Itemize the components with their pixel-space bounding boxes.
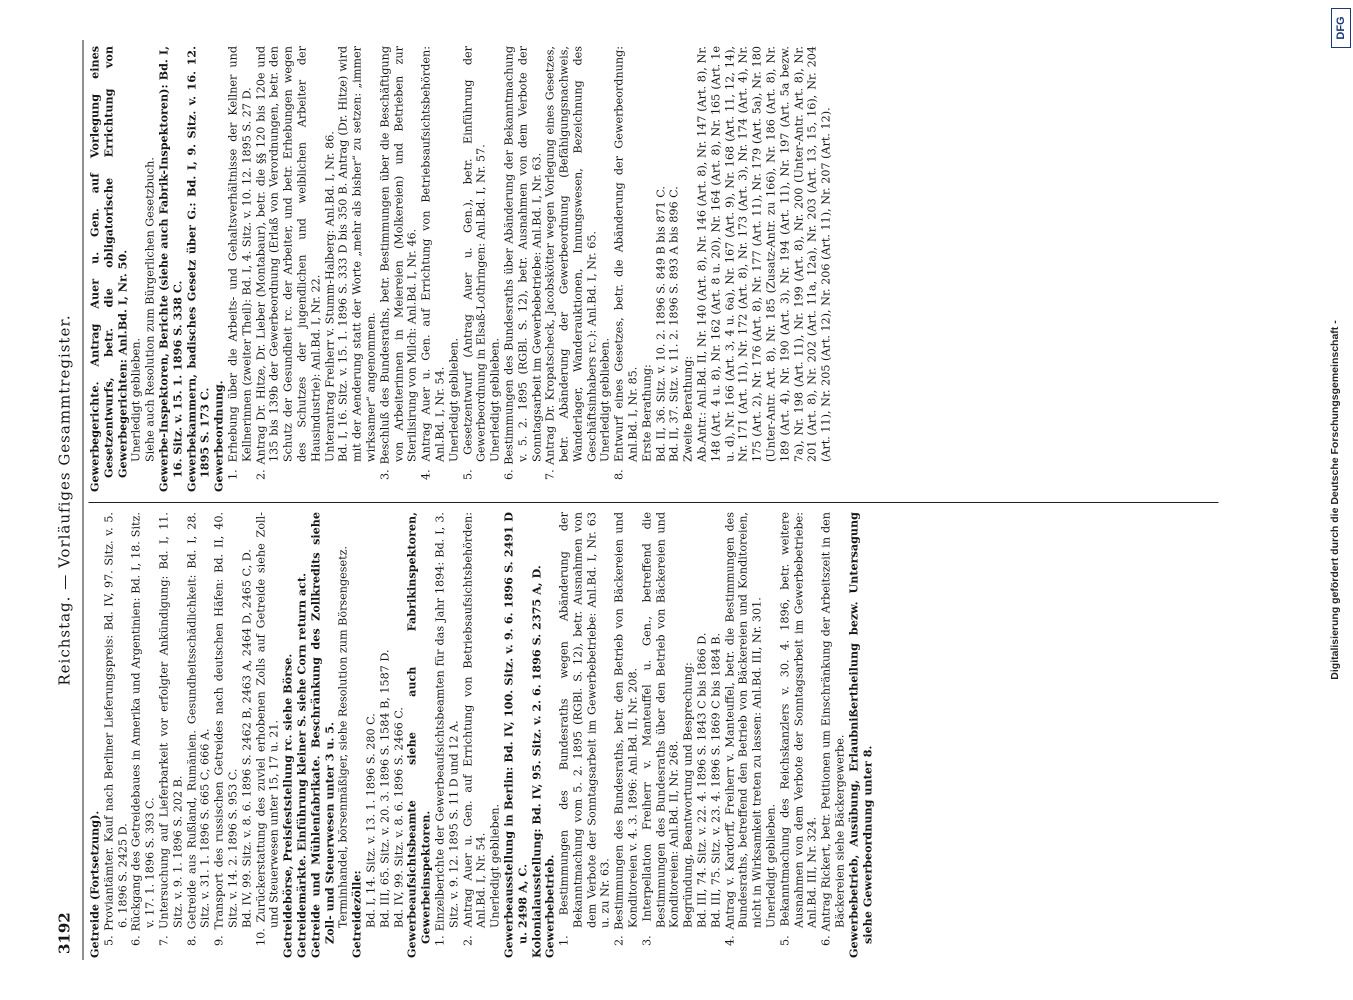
index-entry: 1. Bestimmungen des Bundesraths wegen Abänderung der Bekanntmachung vom 5. 2. 1895 (RGBl. S. 12), betr. Ausnahmen von dem Verbote der Sonntagsarbeit im Gewerbebetriebe: Anl.Bd. I, Nr. 63 u. zu Nr. 63. — [557, 512, 612, 946]
digitization-note-text: Digitalisierung gefördert durch die Deutsche Forschungsgemeinschaft - — [1329, 320, 1341, 680]
index-entry: 5. Gesetzentwurf (Antrag Auer u. Gen.), betr. Einführung der Gewerbeordnung in Elsaß-Lothringen: Anl.Bd. I, Nr. 57. — [461, 46, 488, 480]
index-entry: Unerledigt geblieben. — [598, 337, 612, 462]
page-header — [49, 40, 84, 960]
index-heading: Gewerbeordnung. — [211, 380, 226, 492]
index-heading: Gewerbebetrieb. — [542, 854, 557, 958]
running-title: Reichstag. — Vorläufiges Gesammtregister. — [55, 314, 74, 686]
index-entry: Bd. III, 75. Sitz. v. 23. 4. 1896 S. 1869 C bis 1884 B. — [709, 632, 723, 928]
index-entry: Zweite Berathung: — [681, 355, 695, 462]
index-entry: Terminhandel, börsenmäßiger, siehe Resolution zum Börsengesetz. — [336, 545, 350, 928]
index-entry: 9. Transport des russischen Getreides nach deutschen Häfen: Bd. II, 40. Sitz. v. 14. 2. 1896 S. 953 C. — [212, 512, 240, 946]
index-entry: 6. Rückgang des Getreidebaues in Amerika und Argentinien: Bd. I, 18. Sitz. v. 17. 1. 1896 S. 393 C. — [129, 512, 157, 946]
index-entry: 2. Antrag Dr. Hitze, Dr. Lieber (Montabaur), betr. die §§ 120 bis 120e und 135 bis 139b der Gewerbeordnung (Erlaß von Verordnungen, betr. den Schutz der Gesundheit rc. der Arbeiter, und betr. Erhebungen wegen des Schutzes der jugendlichen und weiblichen Arbeiter der Hausindustrie): Anl.Bd. I, Nr. 22. — [254, 46, 323, 480]
digitization-note — [1320, 8, 1350, 992]
index-entry: Unerledigt geblieben. — [129, 337, 143, 462]
index-entry: Bd. IV, 99. Sitz. v. 8. 6. 1896 S. 2466 C. — [392, 707, 406, 928]
index-entry: Bd. III, 65. Sitz. v. 20. 3. 1896 S. 1584 B, 1587 D. — [378, 649, 392, 928]
index-entry: Bd. II, 36. Sitz. v. 10. 2. 1896 S. 849 B bis 871 C. — [654, 186, 668, 462]
index-entry: Bd. I, 16. Sitz. v. 15. 1. 1896 S. 333 D bis 350 B. Antrag (Dr. Hitze) wird mit der Aenderung statt der Worte „mehr als bisher“ zu setzen: „immer wirksamer“ angenommen. — [336, 46, 378, 462]
index-heading: Getreidemärkte. Einführung kleiner S. siehe Corn return act. — [294, 572, 309, 958]
index-entry: Bd. I, 14. Sitz. v. 13. 1. 1896 S. 280 C. — [364, 713, 378, 928]
index-heading: Gewerbegerichte. Antrag Auer u. Gen. auf Vorlegung eines Gesetzentwurfs, betr. die obligatorische Errichtung von Gewerbegerichten: Anl.Bd. I, Nr. 50. — [87, 46, 130, 492]
index-entry: 6. Bestimmungen des Bundesraths über Abänderung der Bekanntmachung v. 5. 2. 1895 (RGBl. S. 12), betr. Ausnahmen von dem Verbote der Sonntagsarbeit im Gewerbebetriebe: Anl.Bd. I, Nr. 63. — [502, 46, 543, 480]
index-heading: Gewerbeaufsichtsbeamte siehe auch Fabrikinspektoren, Gewerbeinspektoren. — [404, 512, 433, 958]
index-heading: Getreide (Fortsetzung). — [87, 810, 102, 958]
index-heading: Kolonialausstellung: Bd. IV, 95. Sitz. v. 2. 6. 1896 S. 2375 A, D. — [529, 565, 543, 958]
index-entry: Siehe auch Resolution zum Bürgerlichen Gesetzbuch. — [143, 157, 157, 462]
index-entry: Ab.Antr.: Anl.Bd. II, Nr. 140 (Art. 8), Nr. 146 (Art. 8), Nr. 147 (Art. 8), Nr. 148 (Art. 4 u. 8), Nr. 162 (Art. 8 u. 20), Nr. 164 (Art. 8), Nr. 165 (Art. 1e u. d), Nr. 166 (Art. 3, 4 u. 6a), Nr. 167 (Art. 9), Nr. 168 (Art. 11, 12, 14), Nr. 171 (Art. 11), Nr. 172 (Art. 8), Nr. 173 (Art. 3), Nr. 174 (Art. 4), Nr. 175 (Art. 2), Nr. 176 (Art. 8), Nr. 177 (Art. 11), Nr. 179 (Art. 5a), Nr. 180 (Unter-Antr. Art. 8), Nr. 185 (Zusatz-Antr. zu 166), Nr. 186 (Art. 8), Nr. 189 (Art. 4), Nr. 190 (Art. 3), Nr. 194 (Art. 11), Nr. 197 (Art. 5a bezw. 7a), Nr. 198 (Art. 11), Nr. 199 (Art. 8), Nr. 200 (Unter-Antr. Art. 8), Nr. 201 (Art. 8), Nr. 202 (Art. 11a, 12a), Nr. 203 (Art. 13, 15, 16), Nr. 204 (Art. 11), Nr. 205 (Art. 12), Nr. 206 (Art. 11), Nr. 207 (Art. 12). — [695, 46, 833, 462]
index-entry: 3. Beschluß des Bundesraths, betr. Bestimmungen über die Beschäftigung von Arbeiterinnen in Meiereien (Molkereien) und Betrieben zur Sterilisirung von Milch: Anl.Bd. I, Nr. 46. — [378, 46, 419, 480]
index-entry: 1. Erhebung über die Arbeits- und Gehaltsverhältnisse der Kellner und Kellnerinnen (zweiter Theil): Bd. I, 4. Sitz. v. 10. 12. 1895 S. 27 D. — [226, 46, 254, 480]
document-page — [49, 40, 1304, 960]
index-entry: 7. Untersuchung auf Lieferbarkeit vor erfolgter Ankündigung: Bd. I, 11. Sitz. v. 9. 1. 1896 S. 202 B. — [157, 512, 185, 946]
index-entry: Unterantrag Freiherr v. Stumm-Halberg: Anl.Bd. I, Nr. 86. — [323, 131, 337, 462]
index-entry: 2. Antrag Auer u. Gen. auf Errichtung von Betriebsaufsichtsbehörden: Anl.Bd. I, Nr. 54. — [461, 512, 488, 946]
index-entry: Bd. IV, 99. Sitz. v. 8. 6. 1896 S. 2462 B, 2463 A, 2464 D, 2465 C, D. — [240, 549, 254, 928]
right-column — [89, 46, 834, 492]
index-heading: Gewerbebetrieb, Ausübung, Erlaubnißertheilung bezw. Untersagung siehe Gewerbeordnung unter 8. — [846, 512, 875, 958]
index-entry: 3. Interpellation Freiherr v. Manteuffel u. Gen., betreffend die Bestimmungen des Bundesraths über den Betrieb von Bäckereien und Konditoreien: Anl.Bd. II, Nr. 268. — [640, 512, 681, 946]
index-entry: 5. Bekanntmachung des Reichskanzlers v. 30. 4. 1896, betr. weitere Ausnahmen von dem Verbote der Sonntagsarbeit im Gewerbebetriebe: Anl.Bd. III, Nr. 324. — [778, 512, 819, 946]
index-entry: Unerledigt geblieben. — [488, 337, 502, 462]
index-heading: Gewerbe-Inspektoren, Berichte (siehe auch Fabrik-Inspektoren): Bd. I, 16. Sitz. v. 15. 1. 1896 S. 338 C. — [156, 46, 185, 492]
column-divider — [89, 502, 1219, 503]
index-entry: 1. Einzelberichte der Gewerbeaufsichtsbeamten für das Jahr 1894: Bd. I, 3. Sitz. v. 9. 12. 1895 S. 11 D und 12 A. — [433, 512, 461, 946]
index-heading: Getreidezölle: — [349, 870, 364, 958]
index-entry: 4. Antrag Auer u. Gen. auf Errichtung von Betriebsaufsichtsbehörden: Anl.Bd. I, Nr. 54. — [419, 46, 447, 480]
index-entry: Begründung, Beantwortung und Besprechung: — [681, 662, 695, 928]
index-entry: Bd. II, 37. Sitz. v. 11. 2. 1896 S. 893 A bis 896 C. — [667, 186, 681, 462]
page-number: 3192 — [55, 912, 74, 954]
left-column — [89, 512, 875, 958]
index-heading: Gewerbekammern, badisches Gesetz über G.: Bd. I, 9. Sitz. v. 16. 12. 1895 S. 173 C. — [184, 46, 212, 492]
index-entry: 5. Proviantämter. Kauf nach Berliner Lieferungspreis: Bd. IV, 97. Sitz. v. 5. 6. 1896 S. 2425 D. — [102, 512, 130, 946]
index-entry: 8. Getreide aus Rußland, Rumänien. Gesundheitsschädlichkeit: Bd. I, 28. Sitz. v. 31. 1. 1896 S. 665 C, 666 A. — [185, 512, 212, 946]
index-entry: Unerledigt geblieben. — [764, 803, 778, 928]
index-entry: 10. Zurückerstattung des zuviel erhobenen Zolls auf Getreide siehe Zoll- und Steuerwesen unter 15, 17 u. 21. — [254, 512, 281, 946]
index-entry: 8. Entwurf eines Gesetzes, betr. die Abänderung der Gewerbeordnung: Anl.Bd. I, Nr. 85. — [612, 46, 640, 480]
index-entry: Erste Berathung: — [640, 364, 654, 462]
index-heading: Getreide und Mühlenfabrikate. Beschränkung des Zollkredits siehe Zoll- und Steuerwesen unter 3 u. 5. — [308, 512, 337, 958]
dfg-logo-text: DFG — [1335, 16, 1347, 40]
index-heading: Gewerbeausstellung in Berlin: Bd. IV, 100. Sitz. v. 9. 6. 1896 S. 2491 D u. 2498 A, C. — [501, 512, 530, 958]
index-entry: 2. Bestimmungen des Bundesraths, betr. den Betrieb von Bäckereien und Konditoreien v. 4. 3. 1896: Anl.Bd. II, Nr. 208. — [612, 512, 640, 946]
index-entry: Bd. III, 74. Sitz. v. 22. 4. 1896 S. 1843 C bis 1866 D. — [695, 632, 709, 928]
index-entry: Unerledigt geblieben. — [447, 337, 461, 462]
index-entry: 6. Antrag Rickert, betr. Petitionen um Einschränkung der Arbeitszeit in den Bäckereien siehe Bäckergewerbe. — [819, 512, 847, 946]
index-entry: 4. Antrag v. Kardorff, Freiherr v. Manteuffel, betr. die Bestimmungen des Bundesraths, betreffend den Betrieb von Bäckereien und Konditoreien, nicht in Wirksamkeit treten zu lassen: Anl.Bd. III, Nr. 301. — [723, 512, 764, 946]
index-heading: Getreidebörse, Preisfeststellung rc. siehe Börse. — [280, 653, 295, 958]
index-entry: Unerledigt geblieben. — [488, 803, 502, 928]
index-entry: 7. Antrag Dr. Kropatscheck, Jacobskötter wegen Vorlegung eines Gesetzes, betr. Abänderung der Gewerbeordnung (Befähigungsnachweis, Wanderlager, Wanderauktionen, Innungswesen, Bezeichnung des Geschäftsinhabers rc.): Anl.Bd. I, Nr. 65. — [543, 46, 599, 480]
